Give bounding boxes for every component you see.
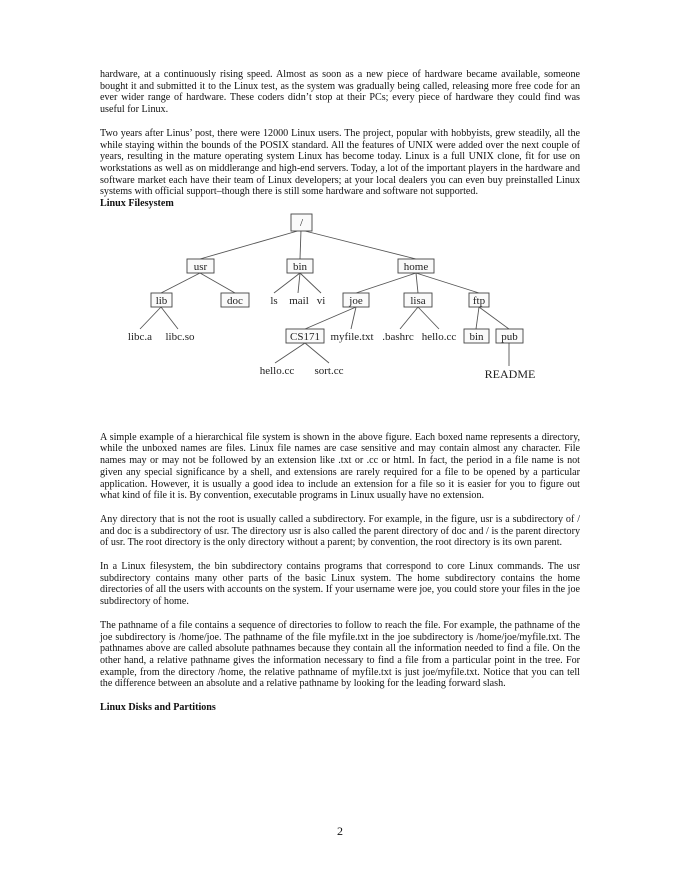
svg-text:joe: joe [349,294,363,307]
edge-ftp-bin [476,307,479,329]
svg-text:bin: bin [469,330,484,343]
svg-text:bin: bin [292,260,308,273]
edge-root-bin [300,230,301,259]
file-bashrc: .bashrc [382,330,414,343]
svg-text:home: home [403,260,429,273]
edge-cs171-sort [305,343,329,363]
file-ls: ls [270,294,278,307]
file-libc-a: libc.a [127,330,153,343]
dir-pub [496,329,523,343]
paragraph-hierarchical-fs: A simple example of a hierarchical file system is shown in the above figure. Each boxed name represents a directory, while the unboxed names are files. Linux file names are case sensitive and may contain almost any character. File names may or may not be followed by an extension like .txt or .cc or html. In fact, the period in a file name is not given any special significance by a shell, and extensions are rarely required for a file to be opened by a particular application. However, it is usually a good idea to include an extension for a file so it is easier for you to figure out what kind of file it is. By convention, executable programs in Linux usually have no extension. [100,431,580,502]
paragraph-hardware: hardware, at a continuously rising speed. Almost as soon as a new piece of hardware became available, someone bought it and submitted it to the Linux test, as the system was gradually being called, releasing more free code for an ever wider range of hardware. These coders didn’t stop at their PCs; every piece of hardware they could find was useful for Linux. [100,69,580,116]
dir-joe [343,293,369,307]
edge-ftp-pub [479,307,509,329]
document-page [100,69,580,714]
page-number: 2 [337,824,343,838]
edge-lib-libca [140,307,161,329]
svg-text:ftp: ftp [472,294,486,307]
dir-ftp [469,293,489,307]
edge-bin-ls [274,273,300,293]
edge-joe-cs171 [305,307,356,329]
svg-text:doc: doc [227,294,243,307]
svg-text:CS171: CS171 [290,330,320,343]
svg-text:pub: pub [501,330,518,343]
file-mail: mail [289,294,309,307]
edge-lib-libcso [161,307,178,329]
edge-lisa-bashrc [400,307,418,329]
file-myfile: myfile.txt [330,330,374,343]
filesystem-tree-diagram [100,210,580,432]
edge-usr-lib [161,273,200,293]
file-libc-so: libc.so [165,330,195,343]
paragraph-linux-users: Two years after Linus’ post, there were 12000 Linux users. The project, popular with hobbyists, grew steadily, all the while staying within the bounds of the POSIX standard. All the features of UNIX were added over the next couple of years, resulting in the mature operating system Linux has become today. Linux is a full UNIX clone, fit for use on workstations as well as on middlerange and high-end servers. Today, a lot of the important players in the hardware and software market each have their team of Linux developers; at your local dealers you can even buy preinstalled Linux systems with official support–though there is still some hardware and software not supported. [100,127,580,198]
filesystem-figure [100,210,580,432]
heading-linux-filesystem: Linux Filesystem [100,198,174,210]
dir-lib [151,293,172,307]
edge-root-home [301,230,416,259]
paragraph-pathname: The pathname of a file contains a sequence of directories to follow to reach the file. For example, the pathname of the joe subdirectory is /home/joe. The pathname of the file myfile.txt in the joe subdirectory is /home/joe/myfile.txt. The pathnames above are called absolute pathnames because they contain all the information needed to find a file. On the other hand, a relative pathname gives the information necessary to find a file from a particular point in the tree. For example, from the directory /home, the relative pathname of myfile.txt is just joe/myfile.txt. Notice that you can tell the difference between an absolute and a relative pathname by looking for the leading forward slash. [100,619,580,690]
file-vi: vi [316,294,326,307]
dir-home [398,259,434,273]
edge-cs171-hello [275,343,305,363]
dir-bin [287,259,313,273]
svg-text:lisa: lisa [410,294,426,307]
file-readme: README [484,366,536,381]
dir-ftp-bin [464,329,489,343]
dir-cs171 [286,329,324,343]
edge-lisa-hello [418,307,439,329]
paragraph-subdirectory: Any directory that is not the root is usually called a subdirectory. For example, in the figure, usr is a subdirectory of / and doc is a subdirectory of usr. The directory usr is also called the parent directory of doc and / is the parent directory of usr. The root directory is the only directory without a parent; by convention, the root directory is its own parent. [100,513,580,549]
file-sort: sort.cc [314,364,344,377]
dir-doc [221,293,249,307]
edge-bin-vi [300,273,321,293]
heading-disks-partitions: Linux Disks and Partitions [100,702,216,714]
file-hello-cs171: hello.cc [259,364,295,377]
edge-usr-doc [200,273,235,293]
edge-root-usr [200,230,301,259]
dir-lisa [404,293,432,307]
svg-text:lib: lib [155,294,168,307]
file-hello-lisa: hello.cc [421,330,457,343]
svg-text:/: / [299,216,304,229]
edge-bin-mail [298,273,300,293]
edge-home-ftp [416,273,479,293]
paragraph-bin-usr-home: In a Linux filesystem, the bin subdirectory contains programs that correspond to core Linux commands. The usr subdirectory contains many other parts of the basic Linux system. The home subdirectory contains the home directories of all the users with accounts on the system. If your username were joe, you could store your files in the joe subdirectory of home. [100,561,580,608]
edge-home-lisa [416,273,418,293]
edge-joe-myfile [351,307,356,329]
edge-home-joe [356,273,416,293]
dir-root [291,214,312,231]
dir-usr [187,259,214,273]
svg-text:usr: usr [193,260,208,273]
